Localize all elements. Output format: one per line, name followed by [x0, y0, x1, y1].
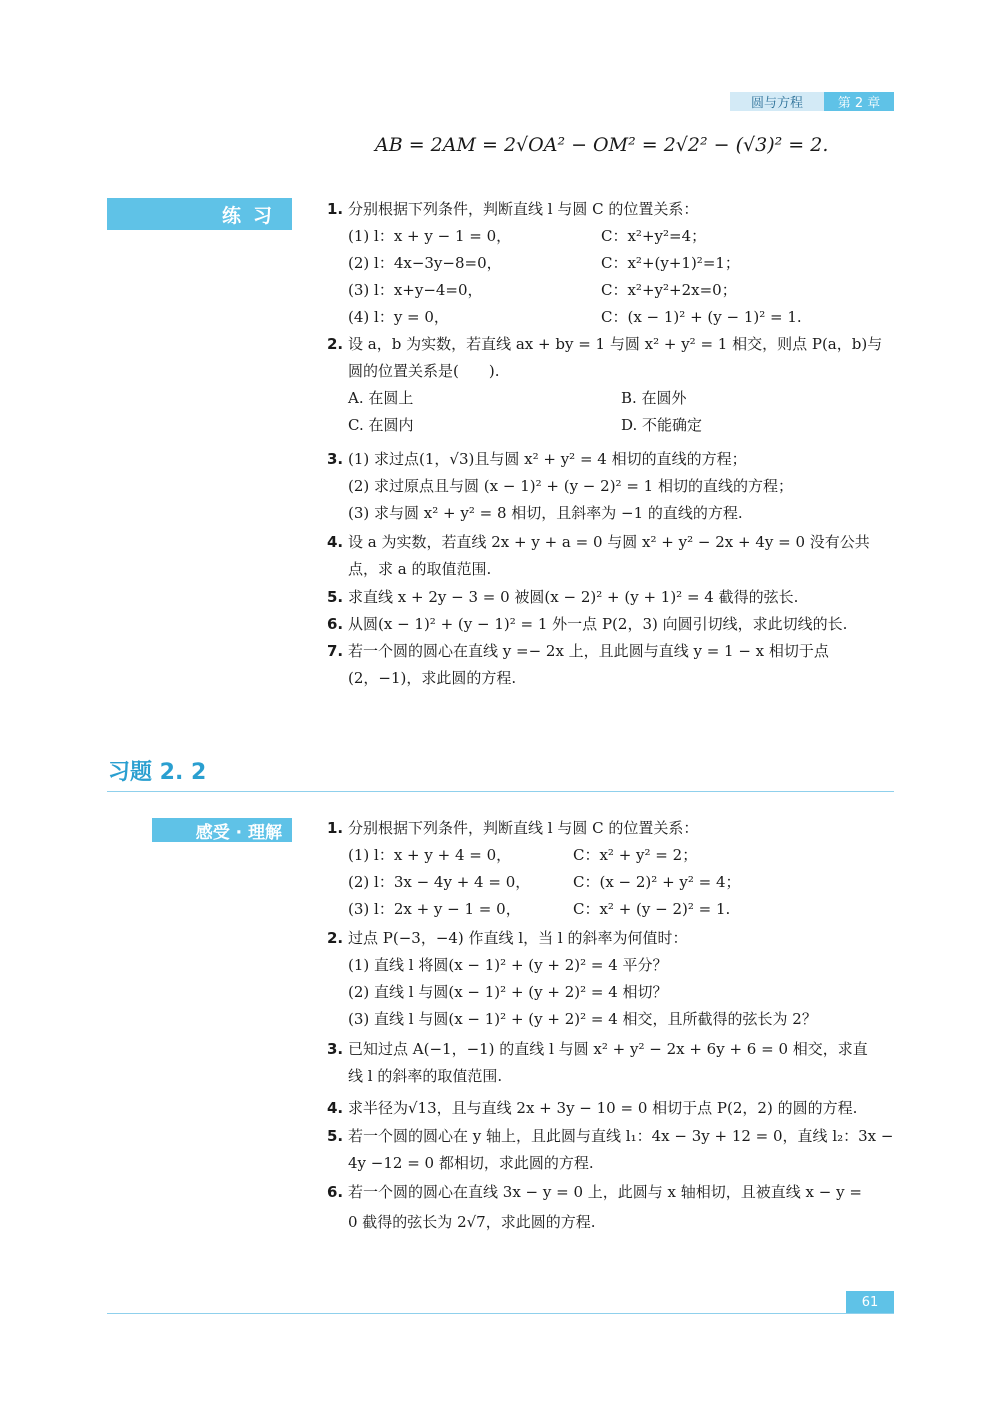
- item-number: 6.: [327, 615, 344, 633]
- condition-line: (2) l：3x − 4y + 4 = 0，: [348, 873, 531, 891]
- circle-condition: C：x² + (y − 2)² = 1.: [573, 900, 731, 918]
- footer-divider: [107, 1313, 894, 1314]
- item-text: 若一个圆的圆心在 y 轴上，且此圆与直线 l₁：4x − 3y + 12 = 0，直线 l₂：3x −: [348, 1127, 894, 1145]
- section-title: 习题 2. 2: [108, 760, 207, 785]
- circle-condition: C：(x − 2)² + y² = 4；: [573, 873, 741, 891]
- condition-line: (1) l：x + y + 4 = 0，: [348, 846, 512, 864]
- section-divider: [107, 791, 894, 792]
- item-text: 求半径为√13，且与直线 2x + 3y − 10 = 0 相切于点 P(2，2) 的圆的方程.: [348, 1099, 858, 1117]
- item-text: 求直线 x + 2y − 3 = 0 被圆(x − 2)² + (y + 1)² = 4 截得的弦长.: [348, 588, 799, 606]
- item-number: 6.: [327, 1183, 344, 1201]
- item-text-cont: 线 l 的斜率的取值范围.: [348, 1067, 503, 1085]
- circle-condition: C：(x − 1)² + (y − 1)² = 1.: [601, 308, 802, 326]
- item-text: 若一个圆的圆心在直线 3x − y = 0 上，此圆与 x 轴相切，且被直线 x − y =: [348, 1183, 862, 1201]
- item-number: 4.: [327, 533, 344, 551]
- practice-item-2: [327, 331, 897, 439]
- exercise-item-2: [327, 925, 897, 1033]
- practice-item-7: [327, 638, 897, 692]
- item-text-cont: 点，求 a 的取值范围.: [348, 560, 492, 578]
- item-text: 设 a 为实数，若直线 2x + y + a = 0 与圆 x² + y² − 2x + 4y = 0 没有公共: [348, 533, 870, 551]
- item-number: 3.: [327, 450, 344, 468]
- practice-item-3: [327, 446, 897, 527]
- item-text: 从圆(x − 1)² + (y − 1)² = 1 外一点 P(2，3) 向圆引切线，求此切线的长.: [348, 615, 848, 633]
- sub-question: (3) 求与圆 x² + y² = 8 相切，且斜率为 −1 的直线的方程.: [348, 504, 743, 522]
- item-text-cont: 4y −12 = 0 都相切，求此圆的方程.: [348, 1154, 594, 1172]
- item-number: 4.: [327, 1099, 344, 1117]
- condition-line: (1) l：x + y − 1 = 0，: [348, 227, 512, 245]
- sub-question: (1) 直线 l 将圆(x − 1)² + (y + 2)² = 4 平分？: [348, 956, 668, 974]
- formula-line: AB = 2AM = 2√OA² − OM² = 2√2² − (√3)² = 2.: [375, 134, 829, 156]
- item-text: 已知过点 A(−1，−1) 的直线 l 与圆 x² + y² − 2x + 6y + 6 = 0 相交，求直: [348, 1040, 868, 1058]
- item-number: 2.: [327, 929, 344, 947]
- choice-b: B. 在圆外: [621, 389, 687, 407]
- item-text: 设 a，b 为实数，若直线 ax + by = 1 与圆 x² + y² = 1 相交，则点 P(a，b)与: [348, 335, 883, 353]
- item-number: 1.: [327, 200, 344, 218]
- practice-item-5: [327, 584, 897, 611]
- circle-condition: C：x² + y² = 2；: [573, 846, 698, 864]
- sub-question: (2) 直线 l 与圆(x − 1)² + (y + 2)² = 4 相切？: [348, 983, 668, 1001]
- choice-d: D. 不能确定: [621, 416, 703, 434]
- item-number: 7.: [327, 642, 344, 660]
- item-text: (1) 求过点(1，√3)且与圆 x² + y² = 4 相切的直线的方程；: [348, 450, 747, 468]
- practice-item-6: [327, 611, 897, 638]
- circle-condition: C：x²+(y+1)²=1；: [601, 254, 740, 272]
- sub-question: (3) 直线 l 与圆(x − 1)² + (y + 2)² = 4 相交，且所截得的弦长为 2？: [348, 1010, 817, 1028]
- item-text: 过点 P(−3，−4) 作直线 l，当 l 的斜率为何值时：: [348, 929, 688, 947]
- circle-condition: C：x²+y²=4；: [601, 227, 707, 245]
- item-text-cont: 圆的位置关系是( ).: [348, 362, 500, 380]
- exercise-label: 感受 · 理解: [152, 818, 292, 842]
- condition-line: (3) l：2x + y − 1 = 0，: [348, 900, 521, 918]
- condition-line: (4) l：y = 0，: [348, 308, 449, 326]
- condition-line: (3) l：x+y−4=0，: [348, 281, 483, 299]
- item-text: 分别根据下列条件，判断直线 l 与圆 C 的位置关系：: [348, 819, 699, 837]
- exercise-item-5: [327, 1123, 897, 1177]
- item-number: 2.: [327, 335, 344, 353]
- item-number: 3.: [327, 1040, 344, 1058]
- item-text: 分别根据下列条件，判断直线 l 与圆 C 的位置关系：: [348, 200, 699, 218]
- item-text-cont: (2，−1)，求此圆的方程.: [348, 669, 517, 687]
- page-number: 61: [846, 1291, 894, 1313]
- choice-c: C. 在圆内: [348, 416, 414, 434]
- item-number: 5.: [327, 1127, 344, 1145]
- circle-condition: C：x²+y²+2x=0；: [601, 281, 737, 299]
- practice-item-4: [327, 529, 897, 583]
- choice-a: A. 在圆上: [348, 389, 414, 407]
- item-number: 5.: [327, 588, 344, 606]
- exercise-item-3: [327, 1036, 897, 1090]
- condition-line: (2) l：4x−3y−8=0，: [348, 254, 502, 272]
- item-number: 1.: [327, 819, 344, 837]
- exercise-item-1: [327, 815, 897, 923]
- exercise-item-6: [327, 1179, 897, 1236]
- exercise-item-4: [327, 1095, 897, 1122]
- chapter-title: 圆与方程: [730, 92, 824, 111]
- item-text: 若一个圆的圆心在直线 y =− 2x 上，且此圆与直线 y = 1 − x 相切于点: [348, 642, 829, 660]
- practice-label: 练习: [107, 198, 292, 230]
- chapter-number: 第 2 章: [824, 92, 894, 111]
- practice-item-1: [327, 196, 897, 331]
- sub-question: (2) 求过原点且与圆 (x − 1)² + (y − 2)² = 1 相切的直线的方程；: [348, 477, 793, 495]
- item-text-cont: 0 截得的弦长为 2√7，求此圆的方程.: [348, 1213, 596, 1231]
